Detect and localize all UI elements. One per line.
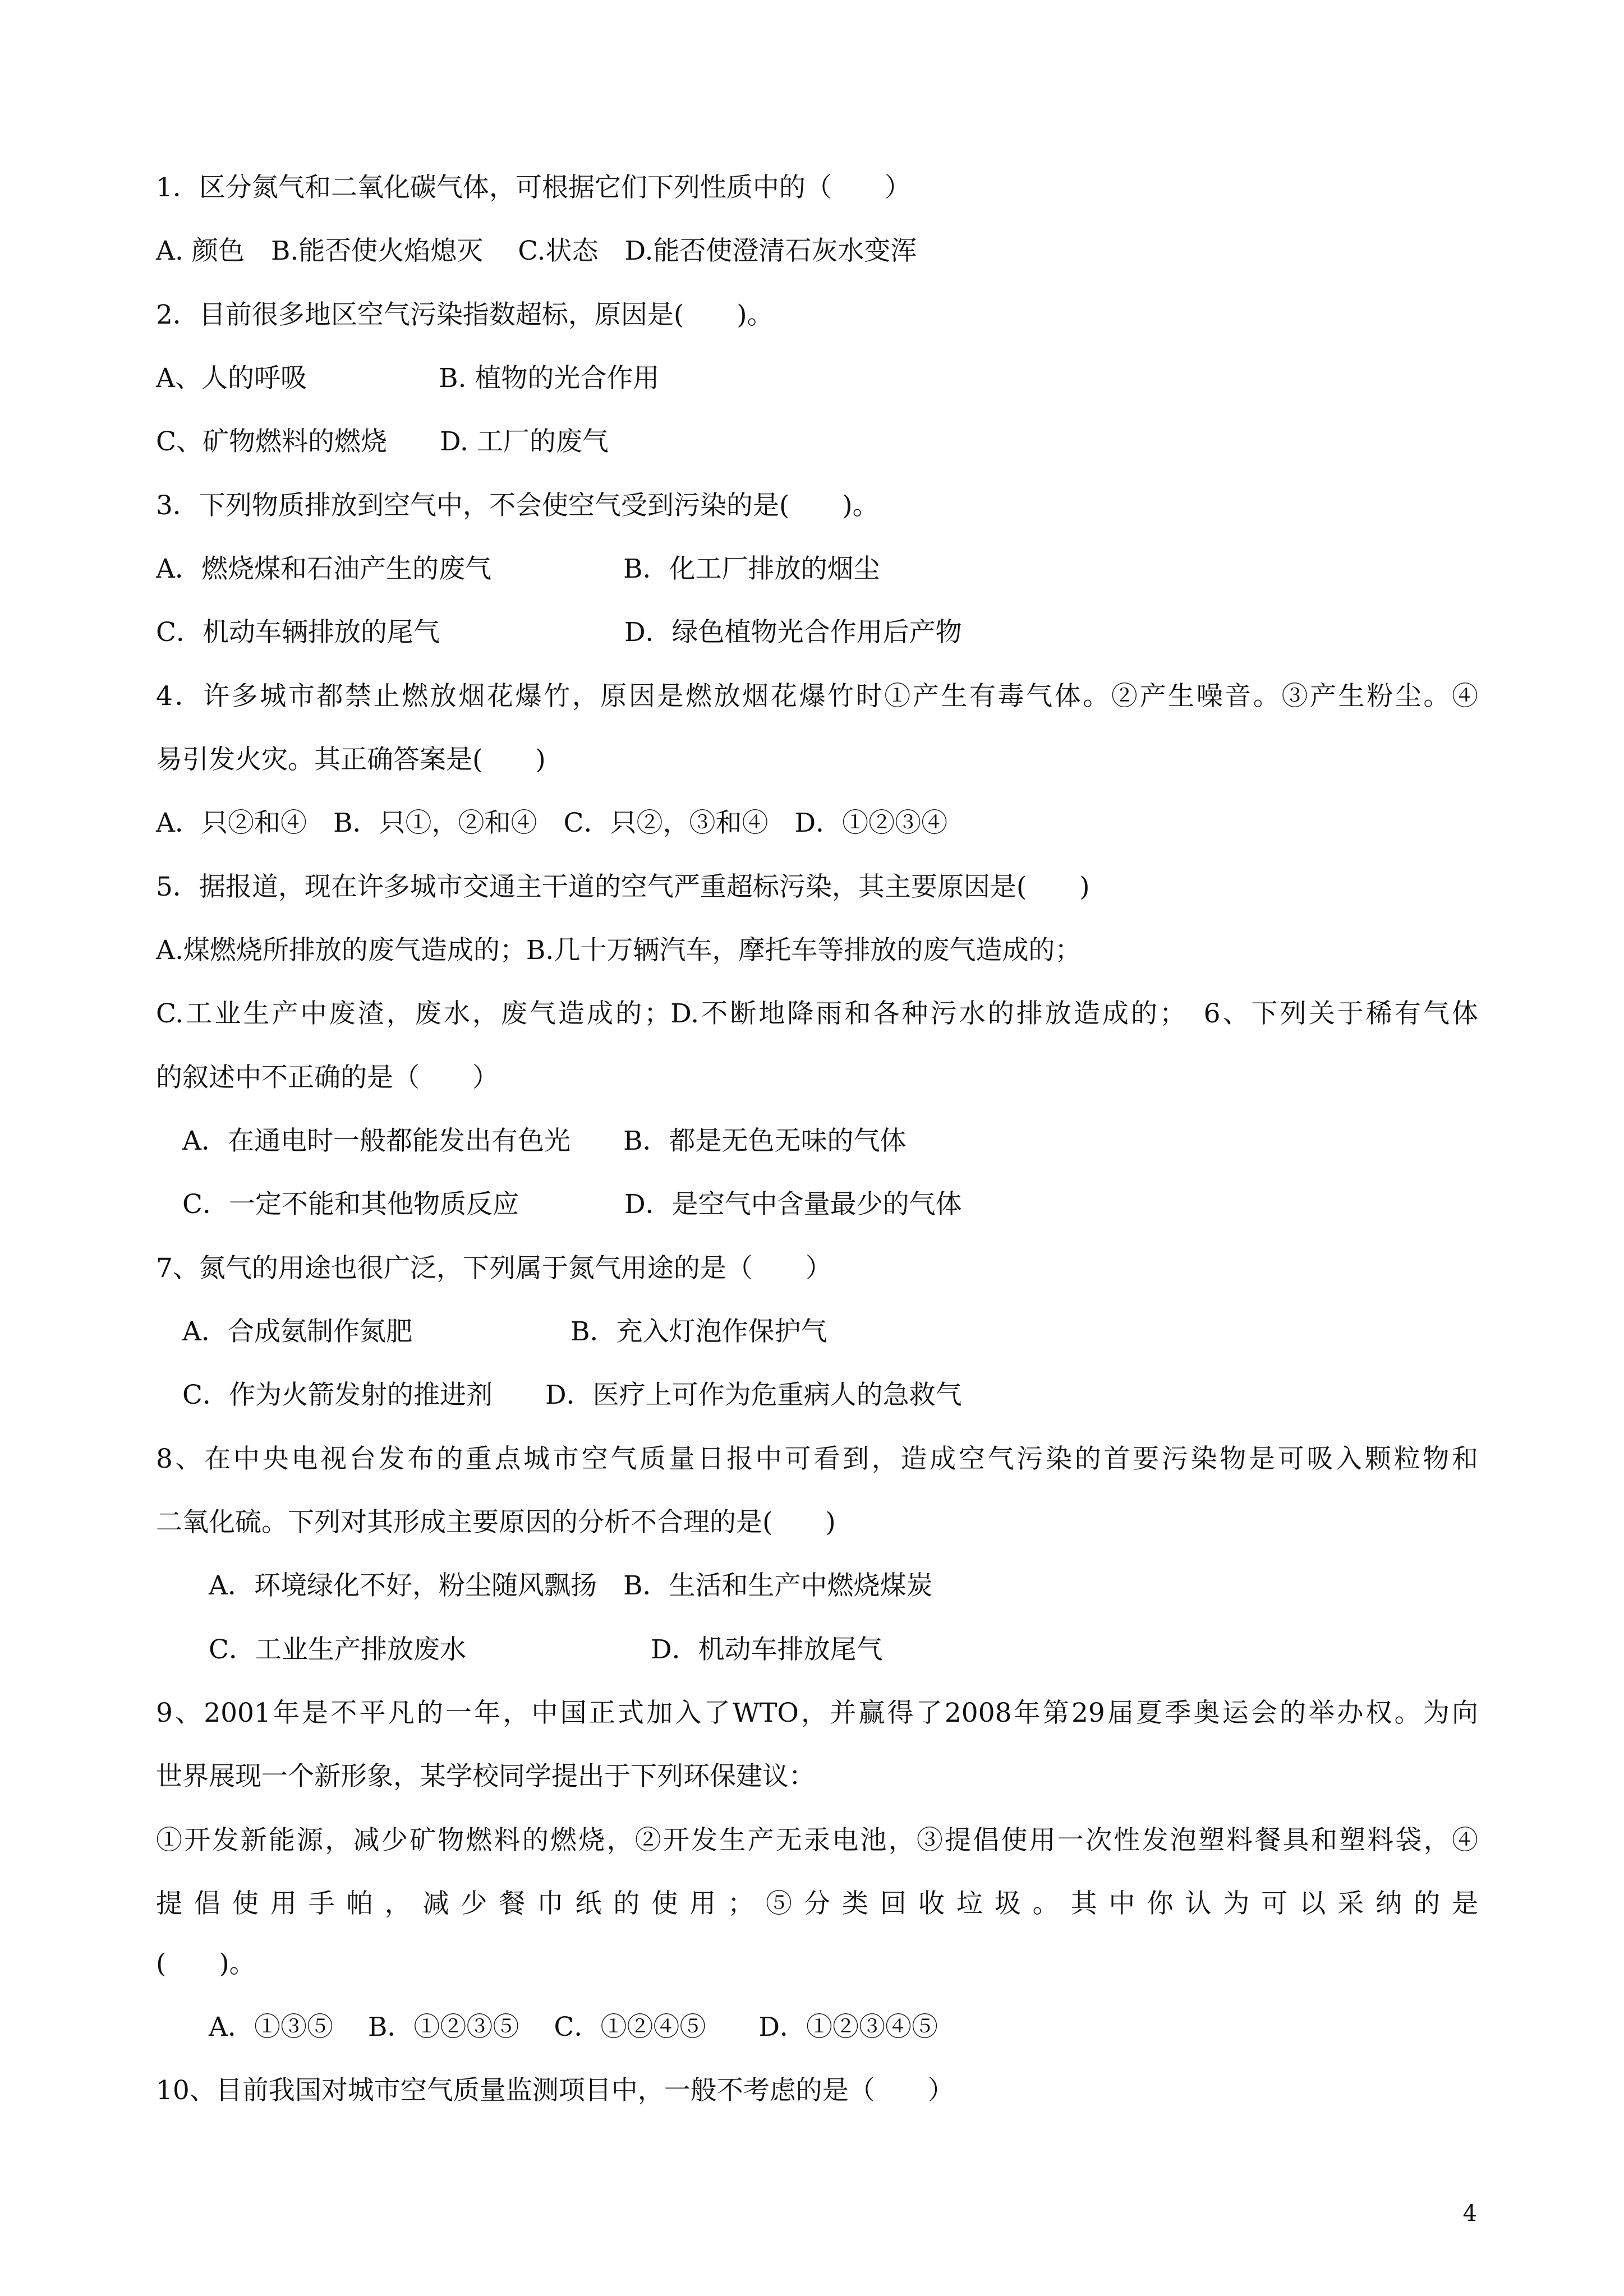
q7-options-1: A．合成氨制作氮肥 B．充入灯泡作保护气: [156, 1316, 827, 1347]
q9-items-3: ( )。: [156, 1948, 256, 1979]
q9-stem-1: 9、2001年是不平凡的一年，中国正式加入了WTO，并赢得了2008年第29届夏季奥运会的举办权。为向: [156, 1698, 1478, 1728]
q9-options: A．①③⑤ B．①②③⑤ C．①②④⑤ D．①②③④⑤: [156, 2012, 938, 2043]
q1-stem: 1．区分氮气和二氧化碳气体，可根据它们下列性质中的（ ）: [156, 172, 911, 203]
q3-options-2: C．机动车辆排放的尾气 D．绿色植物光合作用后产物: [156, 617, 962, 648]
q9-items-1: ①开发新能源，减少矿物燃料的燃烧，②开发生产无汞电池，③提倡使用一次性发泡塑料餐具和塑料袋，④: [156, 1825, 1478, 1856]
q4-stem-2: 易引发火灾。其正确答案是( ): [156, 744, 546, 775]
q5-stem: 5．据报道，现在许多城市交通主干道的空气严重超标污染，其主要原因是( ): [156, 872, 1090, 902]
q6-stem: 的叙述中不正确的是（ ）: [156, 1062, 499, 1093]
q2-stem: 2．目前很多地区空气污染指数超标，原因是( )。: [156, 299, 774, 330]
q2-options-1: A、人的呼吸 B. 植物的光合作用: [156, 363, 660, 394]
q5-options-1: A.煤燃烧所排放的废气造成的；B.几十万辆汽车，摩托车等排放的废气造成的；: [156, 935, 1082, 966]
page-number: 4: [1462, 2201, 1477, 2226]
q3-options-1: A．燃烧煤和石油产生的废气 B．化工厂排放的烟尘: [156, 554, 880, 584]
q4-stem-1: 4．许多城市都禁止燃放烟花爆竹，原因是燃放烟花爆竹时①产生有毒气体。②产生噪音。③产生粉尘。④: [156, 681, 1478, 712]
q5-options-2: C.工业生产中废渣，废水，废气造成的；D.不断地降雨和各种污水的排放造成的； 6、下列关于稀有气体: [156, 998, 1478, 1029]
q6-options-1: A．在通电时一般都能发出有色光 B．都是无色无味的气体: [156, 1126, 907, 1156]
q8-options-2: C．工业生产排放废水 D．机动车排放尾气: [156, 1634, 883, 1665]
q4-options: A．只②和④ B．只①，②和④ C．只②，③和④ D．①②③④: [156, 808, 948, 838]
q9-stem-2: 世界展现一个新形象，某学校同学提出于下列环保建议：: [156, 1761, 815, 1792]
q2-options-2: C、矿物燃料的燃烧 D. 工厂的废气: [156, 426, 609, 457]
q1-options: A. 颜色 B.能否使火焰熄灭 C.状态 D.能否使澄清石灰水变浑: [156, 236, 917, 266]
q9-items-2: 提倡使用手帕，减少餐巾纸的使用；⑤分类回收垃圾。其中你认为可以采纳的是: [156, 1888, 1478, 1919]
q10-stem: 10、目前我国对城市空气质量监测项目中，一般不考虑的是（ ）: [156, 2075, 954, 2106]
q7-options-2: C．作为火箭发射的推进剂 D．医疗上可作为危重病人的急救气: [156, 1380, 962, 1410]
q8-stem-2: 二氧化硫。下列对其形成主要原因的分析不合理的是( ): [156, 1507, 836, 1538]
q8-options-1: A．环境绿化不好，粉尘随风飘扬 B．生活和生产中燃烧煤炭: [156, 1570, 933, 1601]
q6-options-2: C．一定不能和其他物质反应 D．是空气中含量最少的气体: [156, 1189, 962, 1220]
q7-stem: 7、氮气的用途也很广泛，下列属于氮气用途的是（ ）: [156, 1253, 832, 1284]
q3-stem: 3．下列物质排放到空气中，不会使空气受到污染的是( )。: [156, 490, 879, 521]
q8-stem-1: 8、在中央电视台发布的重点城市空气质量日报中可看到，造成空气污染的首要污染物是可吸入颗粒物和: [156, 1444, 1478, 1474]
